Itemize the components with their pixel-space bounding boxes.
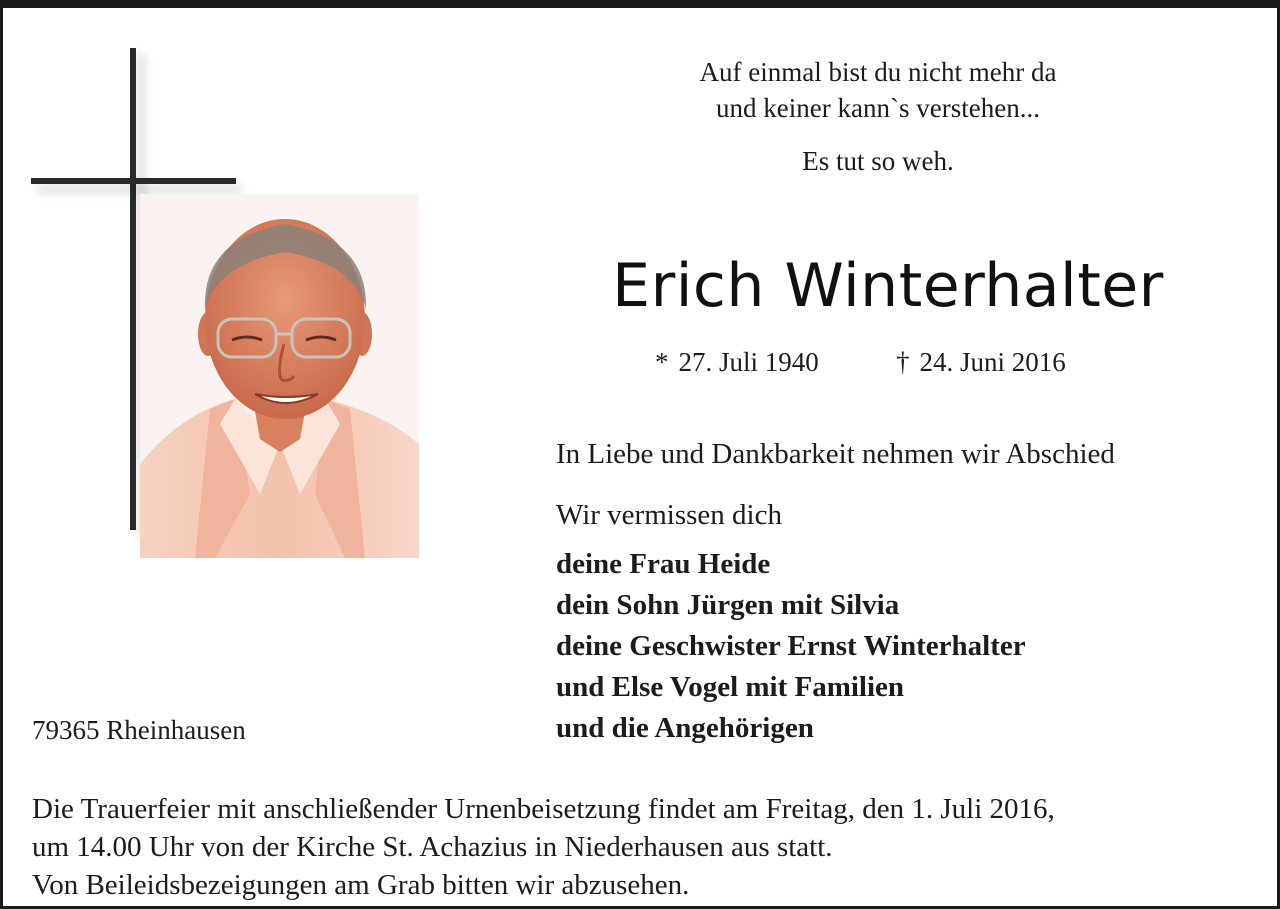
ceremony-line-3: Von Beileidsbezeigungen am Grab bitten wir abzusehen. — [32, 869, 690, 901]
birth-date: 27. Juli 1940 — [678, 347, 819, 377]
mourner-line: deine Frau Heide — [556, 548, 771, 580]
verse-line-2: und keiner kann`s verstehen... — [716, 93, 1040, 123]
death-date: 24. Juni 2016 — [919, 347, 1066, 377]
ceremony-line-1: Die Trauerfeier mit anschließender Urnenbeisetzung findet am Freitag, den 1. Juli 2016, — [32, 793, 1055, 825]
cross-vertical-beam — [130, 48, 136, 530]
verse-line-3: Es tut so weh. — [802, 146, 954, 176]
mourner-line: deine Geschwister Ernst Winterhalter — [556, 630, 1026, 662]
portrait-illustration — [140, 194, 419, 558]
death-dagger-icon: † — [896, 347, 910, 377]
miss-text: Wir vermissen dich — [556, 499, 782, 531]
mourner-line: dein Sohn Jürgen mit Silvia — [556, 589, 900, 621]
birth-star-icon: * — [655, 347, 669, 377]
mourner-line: und Else Vogel mit Familien — [556, 671, 905, 703]
ceremony-info — [32, 790, 1252, 904]
ceremony-line-2: um 14.00 Uhr von der Kirche St. Achazius in Niederhausen aus statt. — [32, 831, 833, 863]
location-text: 79365 Rheinhausen — [32, 715, 246, 745]
deceased-name: Erich Winterhalter — [612, 251, 1164, 321]
death-date-group — [896, 344, 1066, 380]
farewell-text: In Liebe und Dankbarkeit nehmen wir Abschied — [556, 438, 1115, 470]
verse-block — [563, 54, 1193, 126]
verse-line-1: Auf einmal bist du nicht mehr da — [699, 57, 1057, 87]
portrait-photo — [140, 194, 419, 558]
mourner-line: und die Angehörigen — [556, 712, 814, 744]
birth-date-group — [655, 344, 819, 380]
cross-horizontal-beam — [31, 178, 236, 184]
mourners-list — [556, 544, 1026, 749]
